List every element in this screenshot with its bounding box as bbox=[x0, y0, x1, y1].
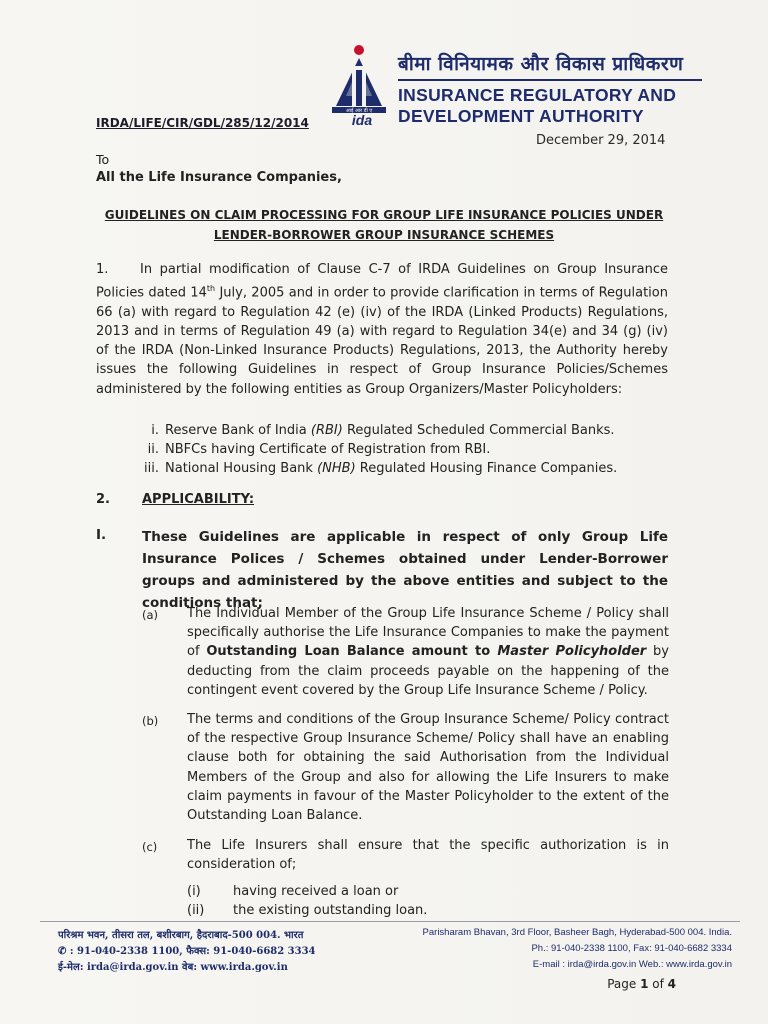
footer-hindi-address: परिश्रम भवन, तीसरा तल, बशीरबाग, हैदराबाद-500 004. भारत bbox=[58, 930, 304, 941]
letter-date: December 29, 2014 bbox=[536, 133, 666, 148]
logo-hindi-text: आई आर डी ए bbox=[345, 108, 373, 114]
entity-item bbox=[144, 461, 618, 476]
footer-address: Parisharam Bhavan, 3rd Floor, Basheer Bagh, Hyderabad-500 004. India. bbox=[422, 927, 732, 938]
clause-a-part-end: by deducting from the claim proceeds payable on the happening of the contingent event covered by the Group Life Insurance Scheme / Policy. bbox=[187, 644, 669, 698]
clause-b-text: The terms and conditions of the Group Insurance Scheme/ Policy contract of the respective Group Insurance Scheme/ Policy shall have an enabling clause both for obtaining the said Authorisation from the Individual Members of the Group and also for allowing the Life Insurers to make claim payments in favour of the Master Policyholder to the extent of the Outstanding Loan Balance. bbox=[187, 712, 669, 824]
page-of: of bbox=[648, 977, 668, 991]
footer-phone: Ph.: 91-040-2338 1100, Fax: 91-040-6682 3334 bbox=[531, 943, 732, 954]
sub-item-numeral: (ii) bbox=[187, 903, 205, 918]
entity-abbr: (NHB) bbox=[317, 461, 356, 476]
paragraph-1 bbox=[96, 260, 668, 399]
paragraph-text-cont: July, 2005 and in order to provide clarification in terms of Regulation 66 (a) with regard to Regulation 42 (e) (iv) of the IRDA (Linked Products) Regulations, 2013 and in terms of Regulation 49 (a) with regard to Regulation 34(e) and 34 (g) (iv) of the IRDA (Non-Linked Insurance Products) Regulations, 2013, the Authority hereby issues the following Guidelines in respect of Group Insurance Policies/Schemes administered by the following entities as Group Organizers/Master Policyholders: bbox=[96, 285, 668, 397]
irda-logo bbox=[332, 44, 390, 126]
entity-numeral: i. bbox=[151, 423, 159, 438]
entity-text: National Housing Bank bbox=[165, 461, 318, 476]
clause-I-text: These Guidelines are applicable in respect of only Group Life Insurance Polices / Schemes obtained under Lender-Borrower groups and administered by the above entities and subject to the conditions that; bbox=[142, 529, 668, 611]
page-total: 4 bbox=[667, 977, 676, 991]
clause-a-part: The Individual Member of the Group Life Insurance Scheme / Policy shall specifically authorise the Life Insurance Companies to make the payment of bbox=[187, 606, 669, 660]
sub-item-text: having received a loan or bbox=[233, 884, 399, 899]
clause-a-text bbox=[187, 604, 669, 700]
clause-letter: (c) bbox=[142, 840, 158, 854]
superscript: th bbox=[206, 284, 216, 294]
sub-item-text: the existing outstanding loan. bbox=[233, 903, 428, 918]
addressee: All the Life Insurance Companies, bbox=[96, 170, 342, 185]
page-number bbox=[607, 977, 676, 991]
subject-line-1: GUIDELINES ON CLAIM PROCESSING FOR GROUP LIFE INSURANCE POLICIES UNDER bbox=[104, 208, 664, 222]
to-label: To bbox=[96, 152, 110, 167]
section-heading: APPLICABILITY: bbox=[142, 492, 255, 507]
entity-text-cont: Regulated Housing Finance Companies. bbox=[355, 461, 618, 476]
section-number: 2. bbox=[96, 492, 110, 507]
org-name-line1: INSURANCE REGULATORY AND bbox=[398, 85, 677, 105]
footer-email: E-mail : irda@irda.gov.in Web.: www.irda.gov.in bbox=[532, 959, 732, 970]
clause-letter: (b) bbox=[142, 714, 159, 728]
paragraph-number: 1. bbox=[96, 262, 109, 277]
clause-number: I. bbox=[96, 527, 107, 543]
hindi-org-title: बीमा विनियामक और विकास प्राधिकरण bbox=[398, 53, 684, 75]
header-rule bbox=[398, 79, 702, 81]
clause-c-text: The Life Insurers shall ensure that the specific authorization is in consideration of; bbox=[187, 838, 669, 873]
entity-text: Reserve Bank of India bbox=[165, 423, 311, 438]
footer-rule bbox=[40, 921, 740, 922]
clause-a-bold: Outstanding Loan Balance amount to bbox=[206, 644, 498, 660]
entity-item bbox=[147, 442, 491, 457]
reference-number: IRDA/LIFE/CIR/GDL/285/12/2014 bbox=[96, 116, 309, 130]
clause-a-bold-italic: Master Policyholder bbox=[497, 644, 647, 660]
page-label: Page bbox=[607, 977, 641, 991]
logo-mark-text: ida bbox=[351, 112, 373, 126]
entity-abbr: (RBI) bbox=[310, 423, 343, 438]
entity-item bbox=[151, 423, 615, 438]
footer-hindi-phone: ✆ : 91-040-2338 1100, फैक्स: 91-040-6682 3334 bbox=[58, 946, 316, 957]
clause-letter: (a) bbox=[142, 608, 159, 622]
org-name-line2: DEVELOPMENT AUTHORITY bbox=[398, 106, 644, 126]
entity-numeral: ii. bbox=[147, 442, 159, 457]
page-current: 1 bbox=[640, 977, 649, 991]
footer-hindi-email: ई-मेल: irda@irda.gov.in वेब: www.irda.gov.in bbox=[58, 962, 288, 973]
paragraph-text: In partial modification of Clause C-7 of IRDA Guidelines on Group Insurance Policies dated 14 bbox=[96, 262, 668, 301]
entity-text: NBFCs having Certificate of Registration from RBI. bbox=[165, 442, 491, 457]
sub-item-numeral: (i) bbox=[187, 884, 201, 899]
entity-numeral: iii. bbox=[144, 461, 159, 476]
subject-line-2: LENDER-BORROWER GROUP INSURANCE SCHEMES bbox=[213, 228, 555, 242]
entity-text-cont: Regulated Scheduled Commercial Banks. bbox=[342, 423, 615, 438]
